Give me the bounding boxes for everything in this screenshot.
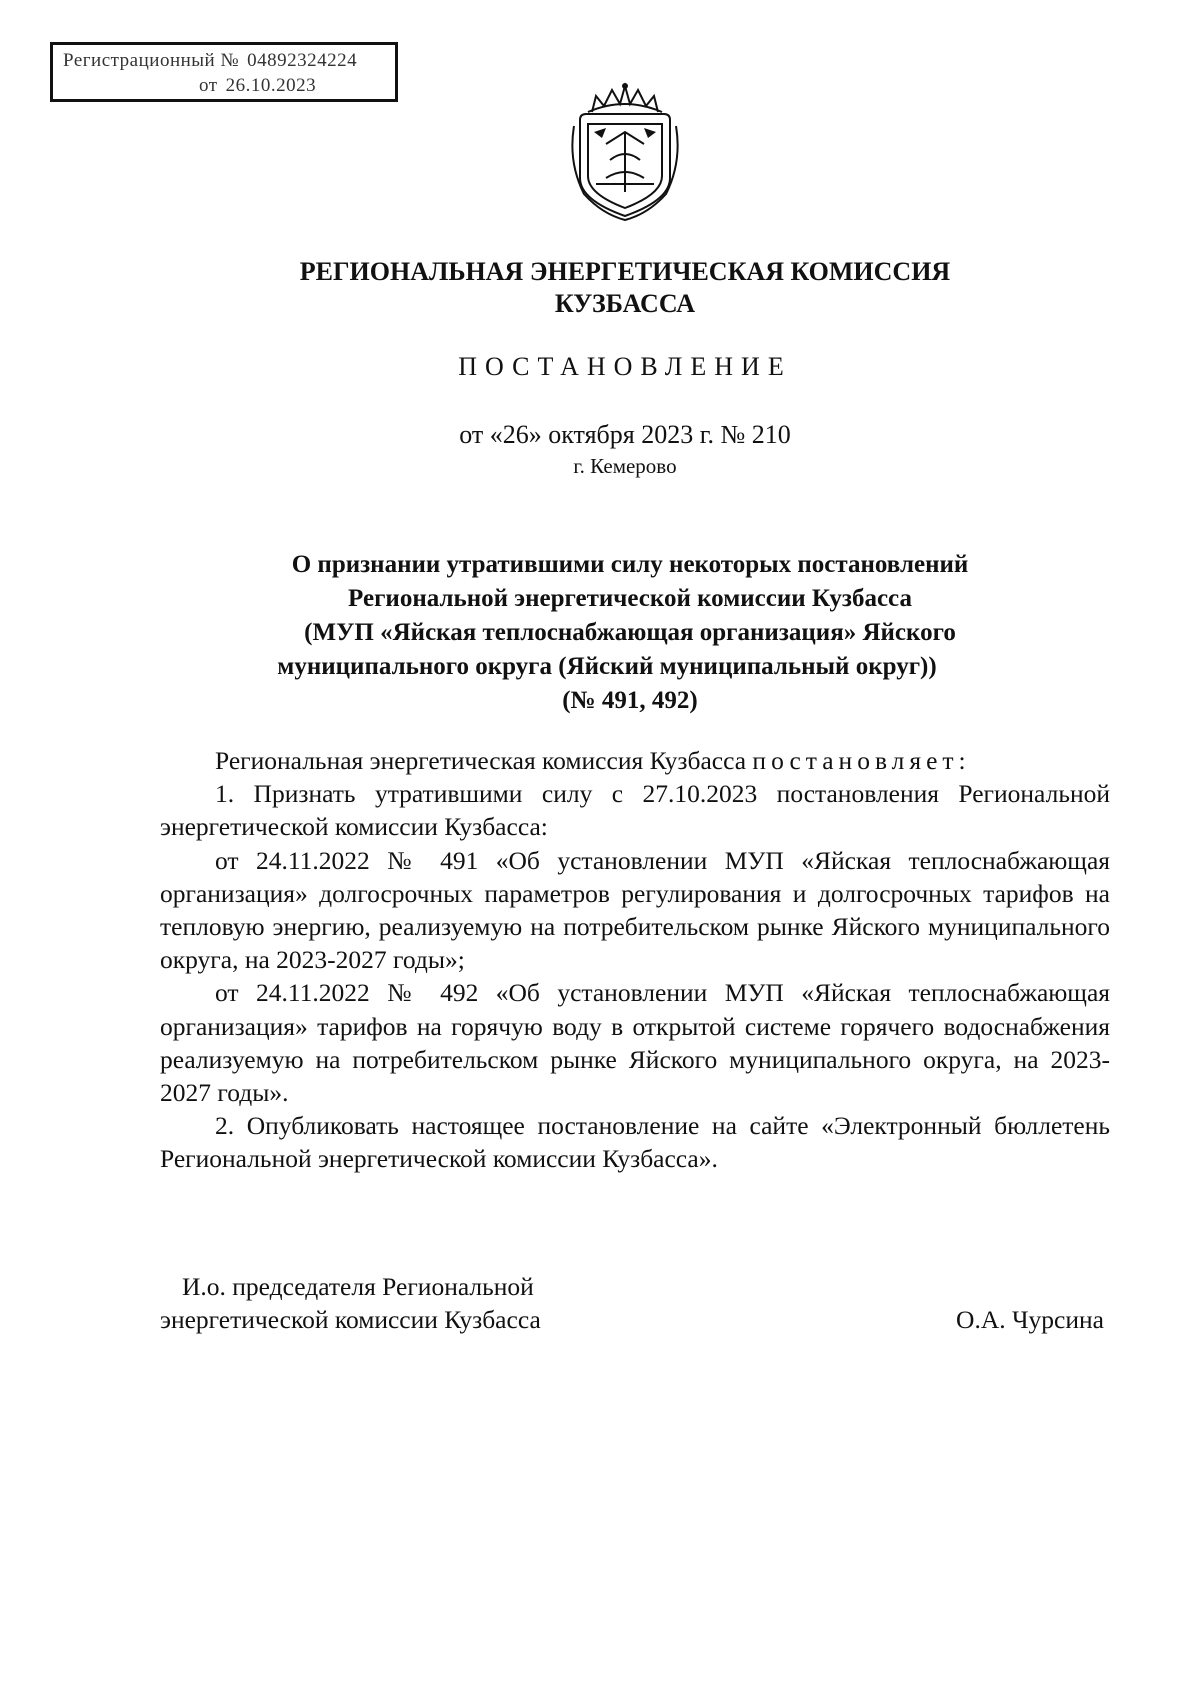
item-1: 1. Признать утратившими силу с 27.10.2023 постановления Региональной энергетической комиссии Кузбасса: [160, 779, 1110, 842]
item-2: 2. Опубликовать настоящее постановление на сайте «Электронный бюллетень Региональной энергетической комиссии Кузбасса». [160, 1111, 1110, 1174]
intro-text: Региональная энергетическая комиссия Кузбасса [215, 746, 747, 775]
signatory-name: О.А. Чурсина [956, 1305, 1104, 1334]
registration-date-line [53, 73, 395, 98]
document-body [160, 744, 1110, 1176]
registration-date-prefix: от [199, 75, 218, 96]
document-date-number: от «26» октября 2023 г. № 210 [459, 420, 791, 449]
signatory-position-line2: энергетической комиссии Кузбасса [160, 1305, 541, 1334]
intro-paragraph [160, 744, 1110, 777]
organization-name-line2: КУЗБАССА [554, 289, 696, 318]
coat-of-arms-icon [566, 82, 684, 222]
registration-date: 26.10.2023 [225, 75, 317, 96]
registration-label: Регистрационный № [63, 50, 240, 71]
document-title [230, 548, 1030, 718]
document-city: г. Кемерово [573, 454, 677, 478]
document-title-line4: муниципального округа (Яйский муниципальный округ)) [277, 653, 937, 680]
organization-name-line1: РЕГИОНАЛЬНАЯ ЭНЕРГЕТИЧЕСКАЯ КОМИССИЯ [299, 257, 951, 286]
signatory-position-line1: И.о. председателя Региональной [182, 1272, 534, 1301]
document-type: ПОСТАНОВЛЕНИЕ [458, 352, 792, 381]
item-1-decree-492: от 24.11.2022 № 492 «Об установлении МУП «Яйская теплоснабжающая организация» тарифов на горячую воду в открытой системе горячего водоснабжения реализуемую на потребительском рынке Яйского муниципального округа, на 2023-2027 годы». [160, 978, 1110, 1108]
item-1-decree-491: от 24.11.2022 № 491 «Об установлении МУП «Яйская теплоснабжающая организация» долгосрочных параметров регулирования и долгосрочных тарифов на тепловую энергию, реализуемую на потребительском рынке Яйского муниципального округа, на 2023-2027 годы»; [160, 845, 1110, 975]
registration-number-line [53, 48, 395, 73]
document-title-line2: Региональной энергетической комиссии Кузбасса [348, 585, 912, 612]
intro-decree-word: постановляет: [752, 746, 971, 775]
registration-stamp [50, 42, 398, 102]
document-title-line3: (МУП «Яйская теплоснабжающая организация» Яйского [304, 619, 956, 646]
document-title-line1: О признании утратившими силу некоторых постановлений [291, 551, 969, 578]
document-title-line5: (№ 491, 492) [562, 687, 698, 714]
organization-name [0, 256, 1200, 320]
registration-number: 04892324224 [247, 50, 358, 71]
signatory-position [160, 1270, 541, 1336]
